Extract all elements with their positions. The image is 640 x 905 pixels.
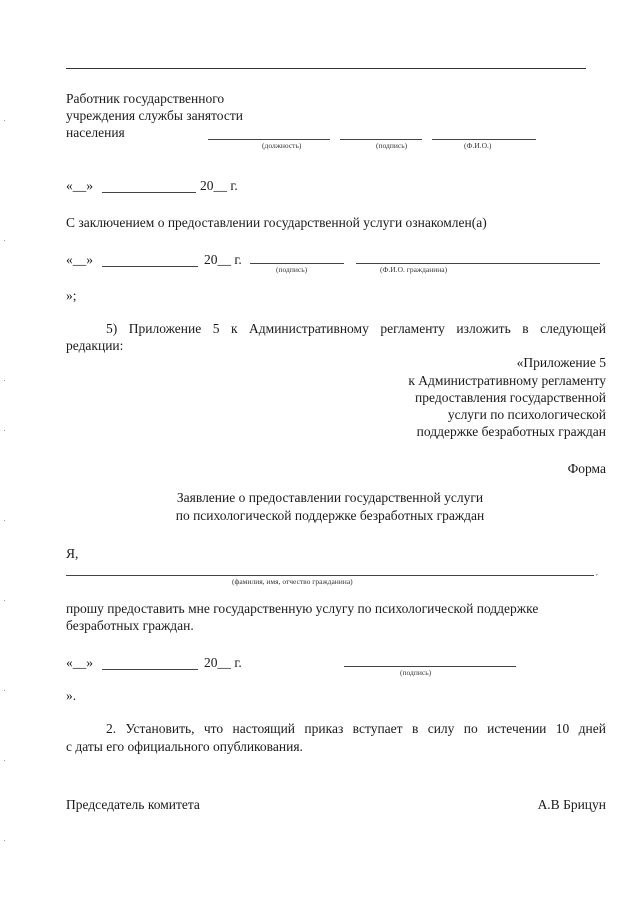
date-3-year: 20__ г.	[204, 655, 242, 670]
request-line-2: безработных граждан.	[66, 618, 194, 633]
ya-label: Я,	[66, 546, 79, 561]
name-line	[66, 575, 594, 576]
date-2-fio-line	[356, 263, 600, 264]
appendix-line-2: к Административному регламенту	[408, 373, 606, 388]
date-2-caption-fio: (Ф.И.О. гражданина)	[380, 265, 448, 274]
signature-line	[340, 139, 422, 140]
item2-line-1: 2. Установить, что настоящий приказ вступает в силу по истечении 10 дней	[106, 721, 606, 736]
date-1-open: «__»	[66, 178, 93, 193]
name-comma: ,	[596, 568, 598, 577]
date-2-open: «__»	[66, 252, 93, 267]
item2-line-2: с даты его официального опубликования.	[66, 739, 303, 754]
employee-line-1: Работник государственного	[66, 91, 225, 106]
closing-2: ».	[66, 688, 77, 703]
position-line	[208, 139, 330, 140]
caption-signature: (подпись)	[376, 141, 408, 150]
closing-1: »;	[66, 288, 77, 303]
employee-line-3: населения	[66, 125, 125, 140]
signature-role: Председатель комитета	[66, 797, 200, 812]
date-3-signature-line	[344, 666, 516, 667]
appendix-line-1: «Приложение 5	[516, 355, 606, 370]
date-2-caption-signature: (подпись)	[276, 265, 308, 274]
date-3-caption-signature: (подпись)	[400, 668, 432, 677]
item5-line-1: 5) Приложение 5 к Административному регламенту изложить в следующей	[106, 321, 606, 336]
form-label: Форма	[567, 461, 606, 476]
conclusion-text: С заключением о предоставлении государственной услуги ознакомлен(а)	[66, 215, 487, 230]
top-rule	[66, 68, 586, 69]
date-1-month-line	[102, 192, 196, 193]
date-3-open: «__»	[66, 655, 93, 670]
date-2-signature-line	[250, 263, 344, 264]
appendix-line-5: поддержке безработных граждан	[416, 424, 606, 439]
application-title-line-2: по психологической поддержке безработных граждан	[175, 508, 485, 523]
date-2-month-line	[102, 266, 198, 267]
date-1-year: 20__ г.	[200, 178, 238, 193]
item5-line-2: редакции:	[66, 338, 124, 353]
date-2-year: 20__ г.	[204, 252, 242, 267]
request-line-1: прошу предоставить мне государственную услугу по психологической поддержке	[66, 601, 539, 616]
appendix-line-4: услуги по психологической	[447, 407, 606, 422]
caption-position: (должность)	[262, 141, 302, 150]
appendix-line-3: предоставления государственной	[415, 390, 606, 405]
date-3-month-line	[102, 669, 198, 670]
caption-fio: (Ф.И.О.)	[464, 141, 492, 150]
application-title-line-1: Заявление о предоставлении государственной услуги	[176, 490, 484, 505]
employee-line-2: учреждения службы занятости	[66, 108, 243, 123]
name-caption: (фамилия, имя, отчество гражданина)	[232, 577, 353, 586]
fio-line	[432, 139, 536, 140]
signature-name: А.В Брицун	[537, 797, 606, 812]
